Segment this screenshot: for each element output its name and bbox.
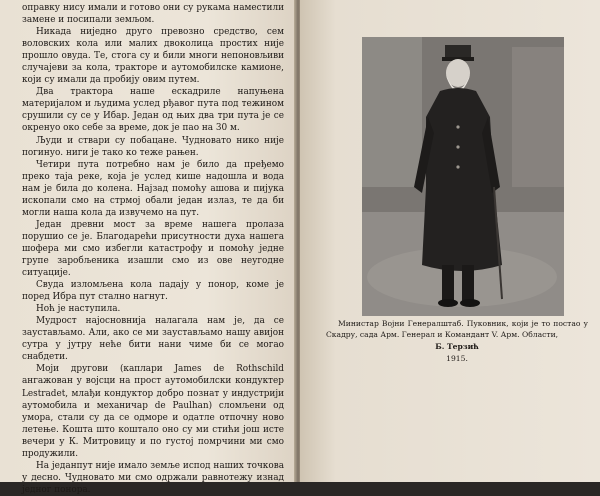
paragraph: Ноћ је наступила.	[36, 304, 121, 315]
paragraph: Мудрост најосновнија налагала нам је, да се заустављамо. Али, ако се ми заустављамо нашу авијон сутра у јутру неће бити нани чиме би се могао снабдети.	[22, 316, 284, 363]
paragraph: На једанпут није имало земље испод наших точкова у десно. Чудновато ми смо одржали равнотежу изнад једног понора.	[22, 460, 284, 495]
paragraph: Људи и ствари су побацане. Чудновато нико није погинуо. ниги је тако ко теже рањен.	[22, 135, 284, 158]
paragraph: Моји другови (каплари James de Rothschild ангажован у војсци на прост аутомобилски кондуктер Lestradet, млађи кондуктор добро познат у индустрији аутомобила и механичар de Paulhan) сломљени од умора, стали су да се одморе и одатле отпочну ново летење. Кошта што коштало оно су ми стићи још исте вечери у К. Митровицу и по густој помрчини ми смо продужили.	[22, 364, 284, 459]
portrait-photo	[362, 37, 564, 316]
portrait-photo-icon	[362, 37, 564, 316]
paragraph: Никада ниједно друго превозно средство, сем воловских кола или малих двоколица простих није прошло овуда. Те, стога су и били многи непоновљиви случајеви за кола, тракторе и аутомобилске камионе, који су имали да пробију овим путем.	[22, 27, 284, 86]
left-page	[0, 0, 296, 495]
paragraph: Четири пута потребно нам је било да пређемо преко таја реке, која је услед кише надошла и вода нам је била до колена. Најзад помоћу ашова и пијука ископали смо на стрмој обали један излаз, те да би могли наша кола да извучемо на пут.	[22, 159, 284, 218]
left-page-text	[22, 2, 284, 496]
paragraph: оправку нису имали и готово они су рукама наместили замене и посипали земљом.	[22, 3, 284, 26]
caption-year: 1915.	[446, 354, 468, 363]
photo-caption	[326, 318, 588, 364]
paragraph: Свуда изломљена кола падају у понор, коме је поред Ибра пут стално нагнут.	[22, 280, 284, 303]
caption-name: Б. Терзић	[435, 342, 479, 351]
paragraph: Један древни мост за време нашега пролаза порушио се је. Благодарећи присутности духа нашега шофера ми смо избегли катастрофу и помоћу једне групе заробљеника изашли смо из ове неугодне ситуације.	[22, 219, 284, 279]
paragraph: Два трактора наше ескадриле напуњена материјалом и људима услед рђавог пута под тежином срушили су се у Ибар. Један од њих два три пута је се окренуо око себе за време, док је пао на 30 м.	[22, 87, 284, 134]
caption-text: Министар Војни Генералштаб. Пуковник, који је то постао у Скадру, сада Арм. Генерал и Командант V. Арм. Области,	[326, 319, 588, 339]
